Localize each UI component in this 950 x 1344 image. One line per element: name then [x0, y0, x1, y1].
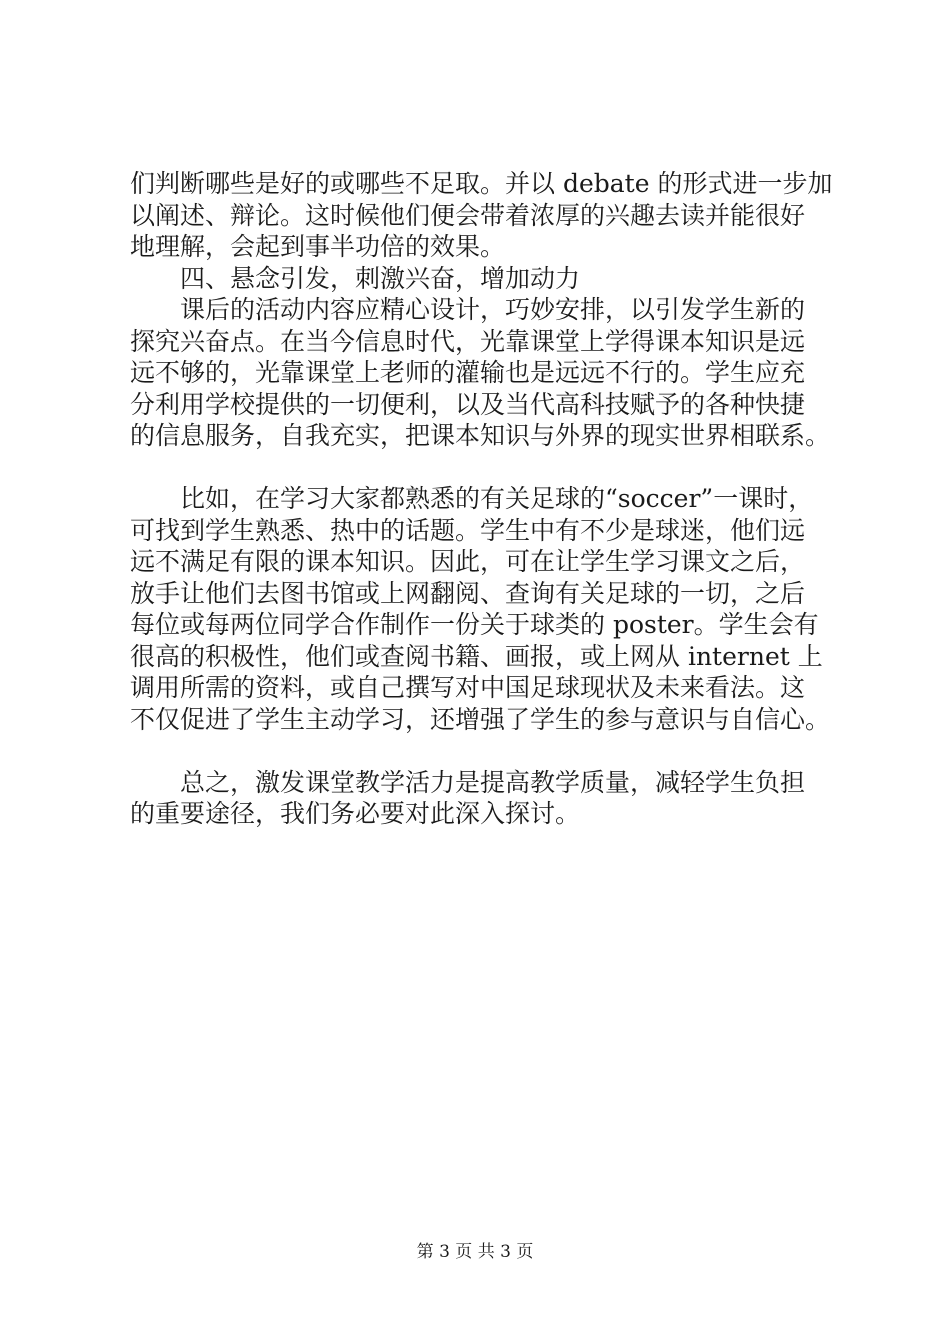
- section-heading: 四、悬念引发，刺激兴奋，增加动力: [180, 263, 581, 293]
- paragraph-soccer-example: [130, 483, 840, 735]
- text-line: 放手让他们去图书馆或上网翻阅、查询有关足球的一切，之后: [130, 578, 806, 608]
- text-line: 探究兴奋点。在当今信息时代，光靠课堂上学得课本知识是远: [130, 326, 806, 356]
- text-line: 可找到学生熟悉、热中的话题。学生中有不少是球迷，他们远: [130, 515, 806, 545]
- text-line: 很高的积极性，他们或查阅书籍、画报，或上网从 internet 上: [130, 641, 823, 671]
- text-line: 分利用学校提供的一切便利，以及当代高科技赋予的各种快捷: [130, 389, 806, 419]
- text-line: 调用所需的资料，或自己撰写对中国足球现状及未来看法。这: [130, 673, 806, 702]
- text-line: 不仅促进了学生主动学习，还增强了学生的参与意识与自信心。: [130, 704, 831, 734]
- paragraph-gap: [130, 735, 840, 767]
- page-number-footer: 第 3 页 共 3 页: [416, 1242, 534, 1262]
- text-line: 们判断哪些是好的或哪些不足取。并以 debate 的形式进一步加: [130, 169, 833, 198]
- text-line: 以阐述、辩论。这时候他们便会带着浓厚的兴趣去读并能很好: [130, 200, 806, 230]
- text-line: 的信息服务，自我充实，把课本知识与外界的现实世界相联系。: [130, 421, 831, 450]
- text-line: 的重要途径，我们务必要对此深入探讨。: [130, 799, 581, 828]
- text-line: 总之，激发课堂教学活力是提高教学质量，减轻学生负担: [180, 767, 806, 797]
- text-line: 远不够的，光靠课堂上老师的灌输也是远远不行的。学生应充: [130, 358, 806, 387]
- paragraph-activities: [130, 294, 840, 452]
- paragraph-continuation: [130, 168, 840, 263]
- text-line: 远不满足有限的课本知识。因此，可在让学生学习课文之后，: [130, 547, 806, 576]
- paragraph-conclusion: [130, 767, 840, 830]
- document-body: [130, 168, 840, 830]
- text-line: 地理解，会起到事半功倍的效果。: [130, 232, 506, 261]
- paragraph-gap: [130, 452, 840, 484]
- text-line: 比如，在学习大家都熟悉的有关足球的“soccer”一课时，: [180, 484, 814, 513]
- text-line: 每位或每两位同学合作制作一份关于球类的 poster。学生会有: [130, 610, 819, 639]
- text-line: 课后的活动内容应精心设计，巧妙安排，以引发学生新的: [180, 295, 806, 324]
